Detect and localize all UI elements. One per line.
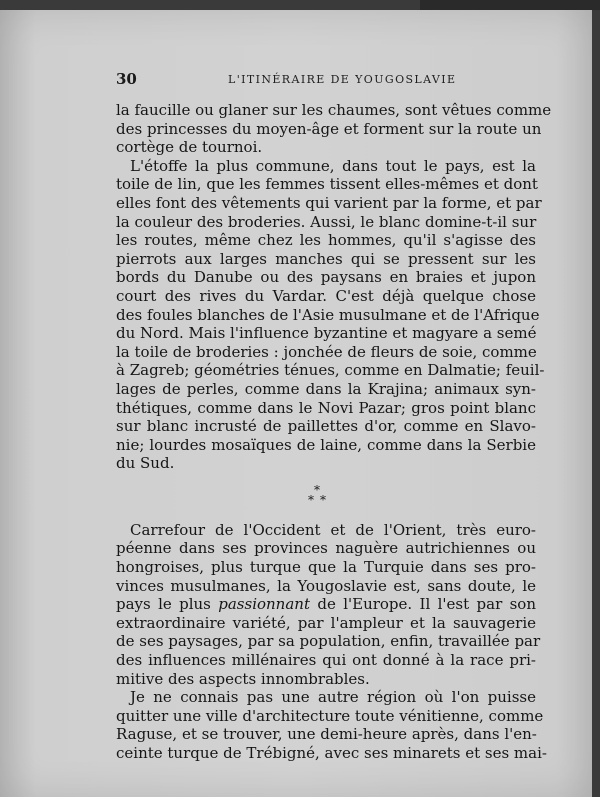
text-line: les routes, même chez les hommes, qu'il s'agisse des: [116, 231, 536, 250]
text-line: du Sud.: [116, 454, 175, 473]
asterisk-mark: *: [320, 492, 326, 507]
text-line: péenne dans ses provinces naguère autrichiennes ou: [116, 539, 536, 558]
text-line: la faucille ou glaner sur les chaumes, sont vêtues comme: [116, 101, 552, 119]
paragraph-3: [116, 520, 541, 688]
text-line: lages de perles, comme dans la Krajina; animaux syn-: [116, 379, 536, 398]
text-line: cortège de tournoi.: [116, 138, 263, 157]
text-line: elles font des vêtements qui varient par la forme, et par: [116, 193, 542, 212]
text-line: vinces musulmanes, la Yougoslavie est, sans doute, le: [116, 576, 536, 595]
text-line: des influences millénaires qui ont donné à la race pri-: [116, 651, 536, 670]
paragraph-4: [116, 688, 547, 762]
asterism-divider: [116, 481, 536, 511]
scan-edge-shadow: [420, 0, 600, 10]
text-line: toile de lin, que les femmes tissent elles-mêmes et dont: [116, 175, 538, 194]
text-line: L'étoffe la plus commune, dans tout le pays, est la: [130, 156, 536, 175]
text-line: Raguse, et se trouver, une demi-heure après, dans l'en-: [116, 725, 537, 744]
text-line: court des rives du Vardar. C'est déjà quelque chose: [116, 286, 536, 305]
text-line: pierrots aux larges manches qui se pressent sur les: [116, 249, 536, 268]
text-line: du Nord. Mais l'influence byzantine et magyare a semé: [116, 324, 537, 343]
text-line: Je ne connais pas une autre région où l'on puisse: [130, 688, 536, 707]
text-line: des princesses du moyen-âge et forment sur la route un: [116, 119, 542, 138]
running-title: L'ITINÉRAIRE DE YOUGOSLAVIE: [228, 73, 457, 86]
paragraph-2: [116, 156, 545, 473]
text-line: bords du Danube ou des paysans en braies et jupon: [116, 268, 536, 287]
paragraph-1: [116, 101, 552, 157]
text-line: quitter une ville d'architecture toute vénitienne, comme: [116, 706, 544, 725]
text-line: mitive des aspects innombrables.: [116, 669, 370, 688]
text-line: de ses paysages, par sa population, enfin, travaillée par: [116, 632, 541, 651]
text-line-with-italic: pays le plus passionnant de l'Europe. Il l'est par son: [116, 595, 536, 614]
text-line: des foules blanches de l'Asie musulmane et de l'Afrique: [116, 305, 540, 324]
asterisk-mark: *: [308, 492, 314, 507]
text-line: extraordinaire variété, par l'ampleur et la sauvagerie: [116, 613, 536, 632]
text-line: à Zagreb; géométries ténues, comme en Dalmatie; feuil-: [116, 361, 545, 380]
text-line: ceinte turque de Trébigné, avec ses minarets et ses mai-: [116, 744, 547, 762]
text-line: Carrefour de l'Occident et de l'Orient, très euro-: [130, 520, 536, 539]
asterisk-mark: *: [314, 482, 320, 497]
body-text: [116, 101, 552, 763]
text-line: la toile de broderies : jonchée de fleurs de soie, comme: [116, 342, 537, 361]
text-line: nie; lourdes mosaïques de laine, comme dans la Serbie: [116, 435, 536, 454]
page-number: 30: [116, 70, 137, 88]
text-line: thétiques, comme dans le Novi Pazar; gros point blanc: [116, 398, 536, 417]
book-page: [0, 10, 592, 797]
text-line: la couleur des broderies. Aussi, le blanc domine-t-il sur: [116, 212, 537, 231]
text-line: sur blanc incrusté de paillettes d'or, comme en Slavo-: [116, 417, 536, 436]
page-header: [0, 70, 592, 90]
text-line: hongroises, plus turque que la Turquie dans ses pro-: [116, 558, 536, 577]
italic-word: passionnant: [218, 595, 310, 614]
